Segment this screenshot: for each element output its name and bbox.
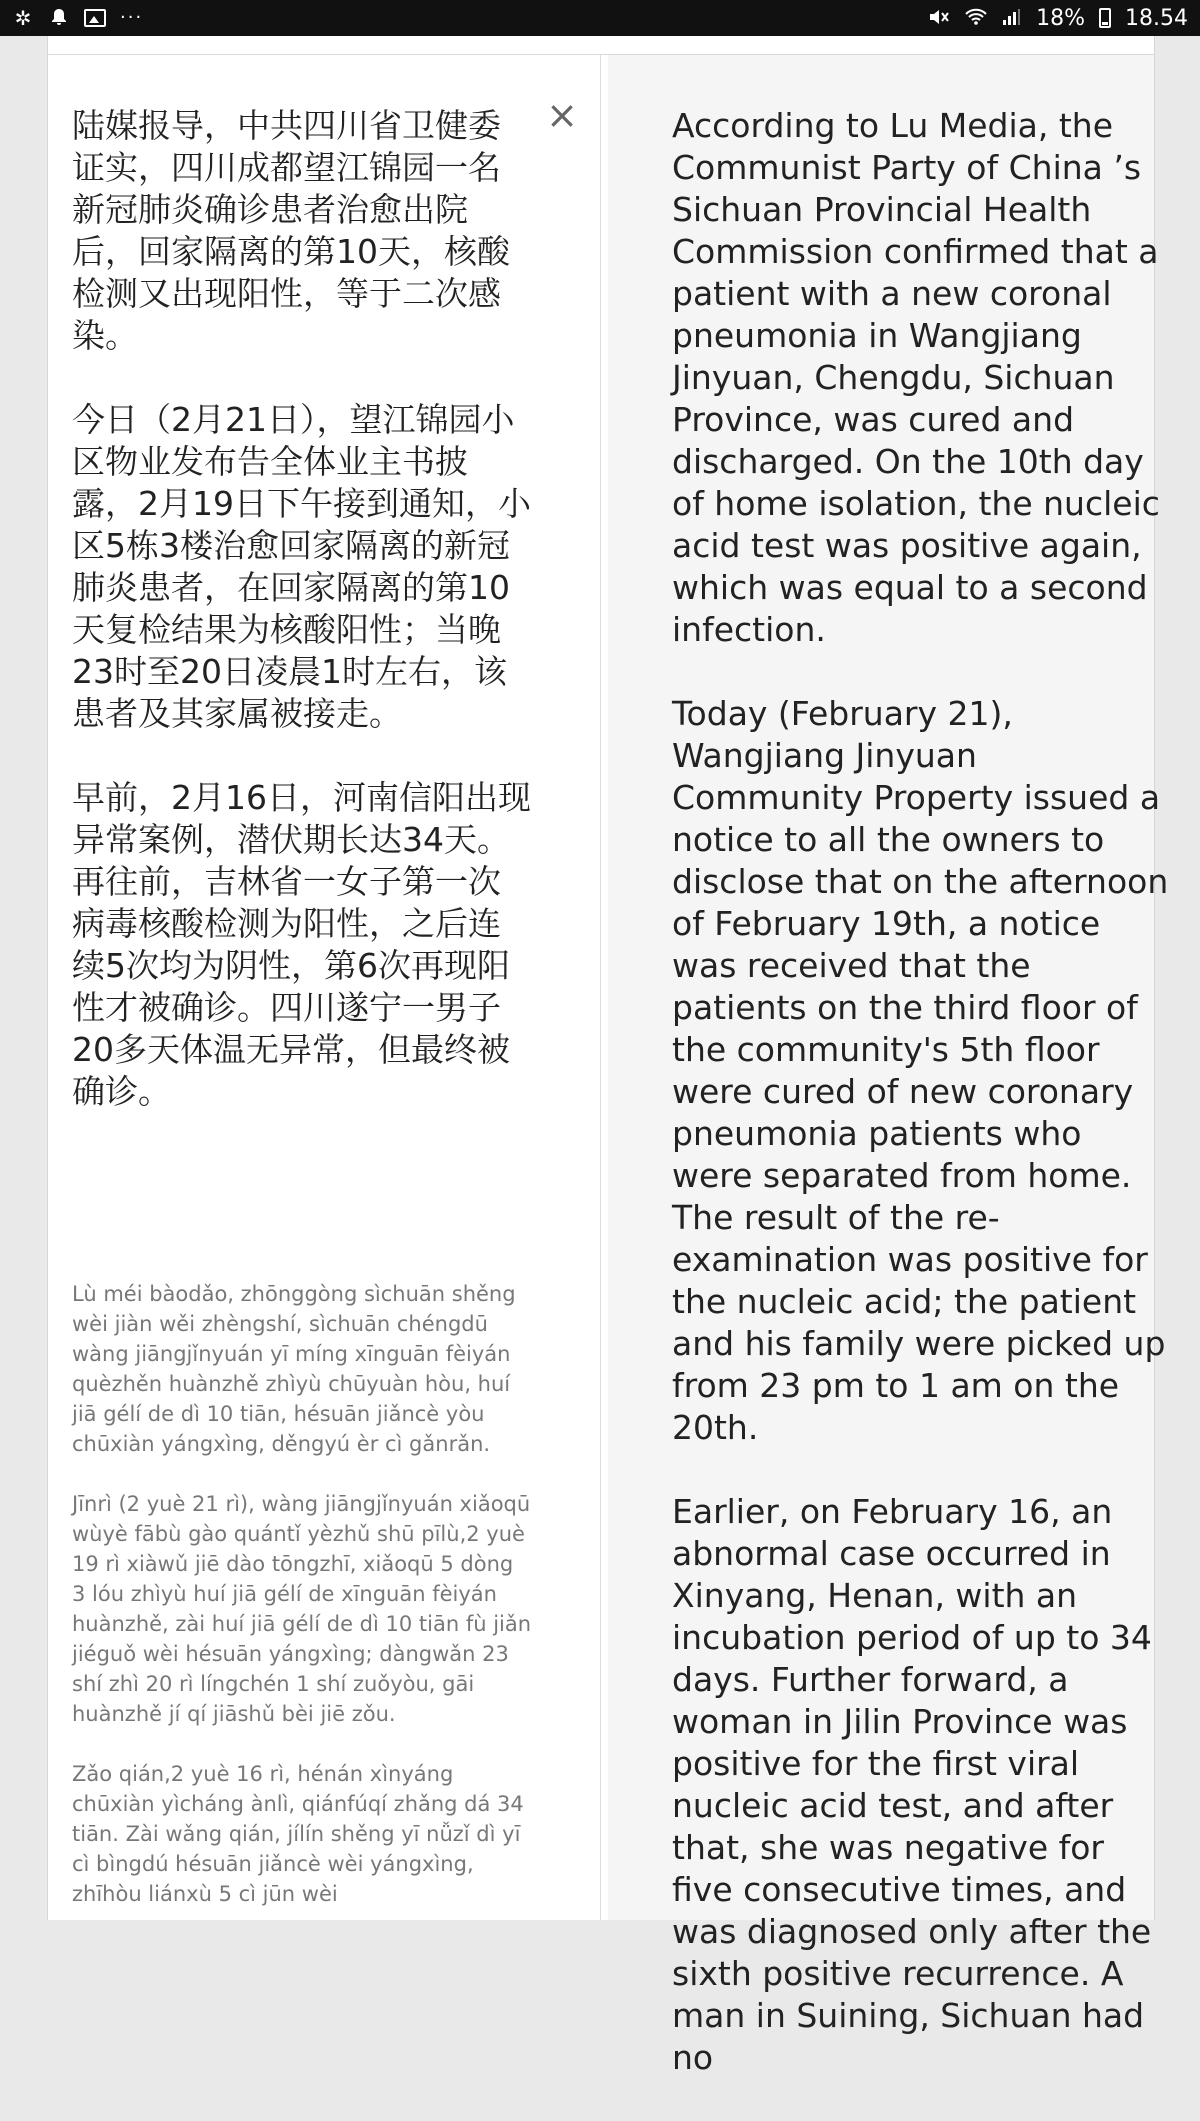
assistant-icon: ✲ xyxy=(14,6,32,30)
pane-divider xyxy=(600,55,601,1920)
translated-paragraph-2: Today (February 21), Wangjiang Jinyuan Community Property issued a notice to all the owners to disclose that on the afternoon of February 19th, a notice was received that the patients on the third floor of the community's 5th floor were cured of new coronary pneumonia patients who were separated from home. The result of the re-examination was positive for the nucleic acid; the patient and his family were picked up from 23 pm to 1 am on the 20th. xyxy=(672,694,1169,1447)
status-bar xyxy=(0,0,1200,36)
translated-text xyxy=(672,105,1172,2121)
battery-icon xyxy=(1099,8,1111,28)
translation-pane xyxy=(608,55,1169,2077)
translated-paragraph-3: Earlier, on February 16, an abnormal case occurred in Xinyang, Henan, with an incubation period of up to 34 days. Further forward, a woman in Jilin Province was positive for the first viral nucleic acid test, and after that, she was negative for five consecutive times, and was diagnosed only after the sixth positive recurrence. A man in Suining, Sichuan had no xyxy=(672,1492,1152,2077)
battery-percent: 18% xyxy=(1036,5,1086,31)
pinyin-paragraph-3: Zǎo qián,2 yuè 16 rì, hénán xìnyáng chūxiàn yìcháng ànlì, qiánfúqí zhǎng dá 34 tiān. Zài wǎng qián, jílín shěng yī nǚzǐ dì yī cì bìngdú hésuān jiǎncè wèi yángxìng, zhīhòu liánxù 5 cì jūn wèi xyxy=(72,1762,524,1906)
pinyin-text xyxy=(72,1279,532,1939)
clock-time: 18.54 xyxy=(1125,5,1188,31)
top-strip xyxy=(48,36,1154,55)
source-paragraph-1: 陆媒报导，中共四川省卫健委证实，四川成都望江锦园一名新冠肺炎确诊患者治愈出院后，回家隔离的第10天，核酸检测又出现阳性，等于二次感染。 xyxy=(72,106,510,355)
signal-icon xyxy=(1000,7,1022,29)
status-right-icons xyxy=(928,6,1188,31)
translation-page xyxy=(47,36,1169,2077)
wifi-icon xyxy=(964,7,986,29)
pinyin-paragraph-1: Lù méi bàodǎo, zhōnggòng sìchuān shěng wèi jiàn wěi zhèngshí, sìchuān chéngdū wàng jiāngjǐnyuán yī míng xīnguān fèiyán quèzhěn huànzhě zhìyù chūyuàn hòu, huí jiā gélí de dì 10 tiān, hésuān jiǎncè yòu chūxiàn yángxìng, děngyú èr cì gǎnrǎn. xyxy=(72,1282,516,1456)
source-pane xyxy=(48,55,600,1920)
pinyin-paragraph-2: Jīnrì (2 yuè 21 rì), wàng jiāngjǐnyuán xiǎoqū wùyè fābù gào quántǐ yèzhǔ shū pīlù,2 yuè 19 rì xiàwǔ jiē dào tōngzhī, xiǎoqū 5 dòng 3 lóu zhìyù huí jiā gélí de xīnguān fèiyán huànzhě, zài huí jiā gélí de dì 10 tiān fù jiǎn jiéguǒ wèi hésuān yángxìng; dàngwǎn 23 shí zhì 20 rì língchén 1 shí zuǒyòu, gāi huànzhě jí qí jiāshǔ bèi jiē zǒu. xyxy=(72,1492,532,1726)
gallery-icon xyxy=(84,9,106,27)
source-text xyxy=(72,105,532,1155)
status-left-icons xyxy=(12,7,142,29)
notification-bell-icon xyxy=(48,7,70,29)
source-paragraph-2: 今日（2月21日），望江锦园小区物业发布告全体业主书披露，2月19日下午接到通知，小区5栋3楼治愈回家隔离的新冠肺炎患者，在回家隔离的第10天复检结果为核酸阳性；当晚23时至20日凌晨1时左右，该患者及其家属被接走。 xyxy=(72,400,531,733)
more-dots-icon: ··· xyxy=(120,7,144,28)
mute-icon xyxy=(928,7,950,29)
source-paragraph-3: 早前，2月16日，河南信阳出现异常案例，潜伏期长达34天。再往前，吉林省一女子第一次病毒核酸检测为阳性，之后连续5次均为阴性，第6次再现阳性才被确诊。四川遂宁一男子20多天体温无异常，但最终被确诊。 xyxy=(72,778,531,1111)
translated-paragraph-1: According to Lu Media, the Communist Party of China ’s Sichuan Provincial Health Commission confirmed that a patient with a new coronal pneumonia in Wangjiang Jinyuan, Chengdu, Sichuan Province, was cured and discharged. On the 10th day of home isolation, the nucleic acid test was positive again, which was equal to a second infection. xyxy=(672,106,1160,649)
close-icon[interactable]: × xyxy=(546,93,578,137)
